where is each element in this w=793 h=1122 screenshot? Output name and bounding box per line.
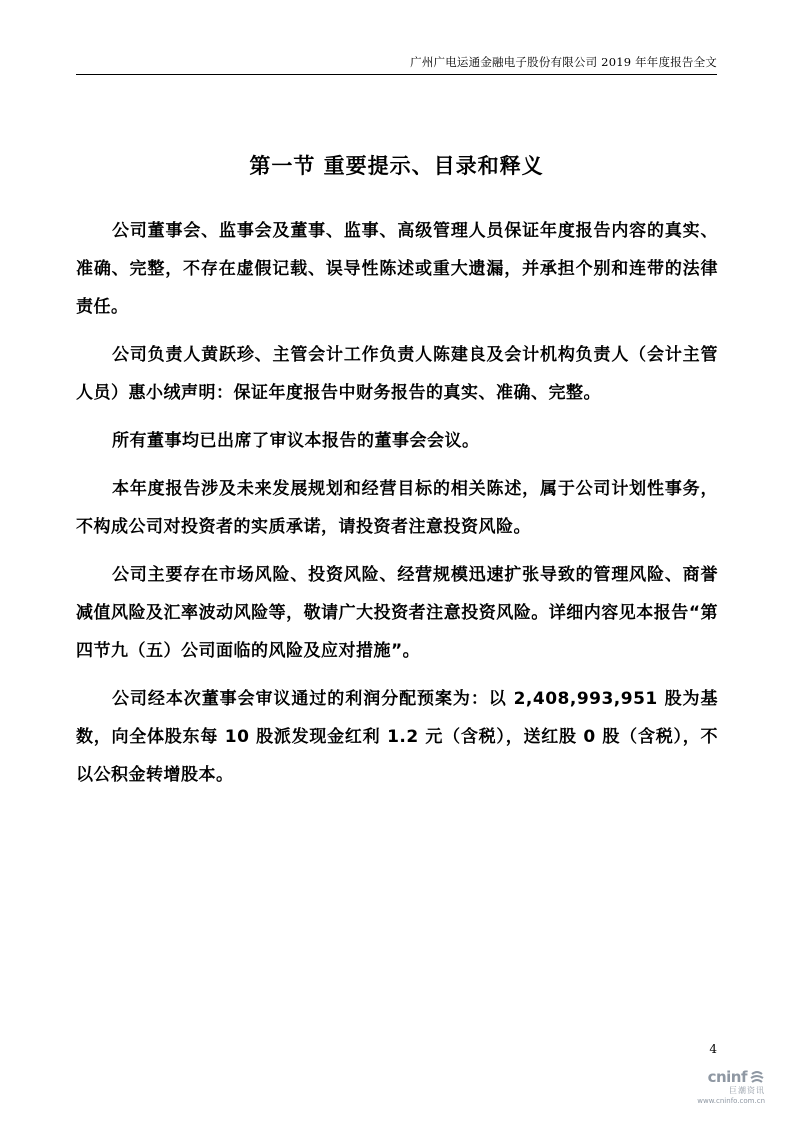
- paragraph-forward-looking: 本年度报告涉及未来发展规划和经营目标的相关陈述，属于公司计划性事务，不构成公司对投资者的实质承诺，请投资者注意投资风险。: [76, 479, 718, 537]
- watermark-logo-text: cninf: [707, 1068, 747, 1086]
- cninfo-watermark: [693, 1068, 765, 1108]
- watermark-subtitle: 巨潮资讯: [729, 1086, 765, 1095]
- page-number: 4: [709, 1042, 717, 1056]
- paragraph-responsibility: 公司董事会、监事会及董事、监事、高级管理人员保证年度报告内容的真实、准确、完整，不存在虚假记载、误导性陈述或重大遗漏，并承担个别和连带的法律责任。: [76, 221, 718, 317]
- section-title: 第一节 重要提示、目录和释义: [249, 154, 544, 178]
- paragraph-board-attendance: 所有董事均已出席了审议本报告的董事会会议。: [112, 431, 480, 451]
- paragraph-risks: 公司主要存在市场风险、投资风险、经营规模迅速扩张导致的管理风险、商誉减值风险及汇率波动风险等，敬请广大投资者注意投资风险。详细内容见本报告“第四节九（五）公司面临的风险及应对措施”。: [76, 565, 718, 661]
- page-header: [76, 50, 717, 75]
- paragraph-financial-statement: 公司负责人黄跃珍、主管会计工作负责人陈建良及会计机构负责人（会计主管人员）惠小绒声明：保证年度报告中财务报告的真实、准确、完整。: [76, 345, 718, 403]
- header-title: 广州广电运通金融电子股份有限公司 2019 年年度报告全文: [410, 55, 717, 69]
- cninfo-logo-icon: [749, 1070, 765, 1084]
- paragraph-profit-distribution: 公司经本次董事会审议通过的利润分配预案为：以 2,408,993,951 股为基数，向全体股东每 10 股派发现金红利 1.2 元（含税），送红股 0 股（含税），不以公积金转增股本。: [76, 689, 718, 785]
- watermark-url: www.cninfo.com.cn: [697, 1097, 765, 1105]
- body-text: [76, 212, 718, 804]
